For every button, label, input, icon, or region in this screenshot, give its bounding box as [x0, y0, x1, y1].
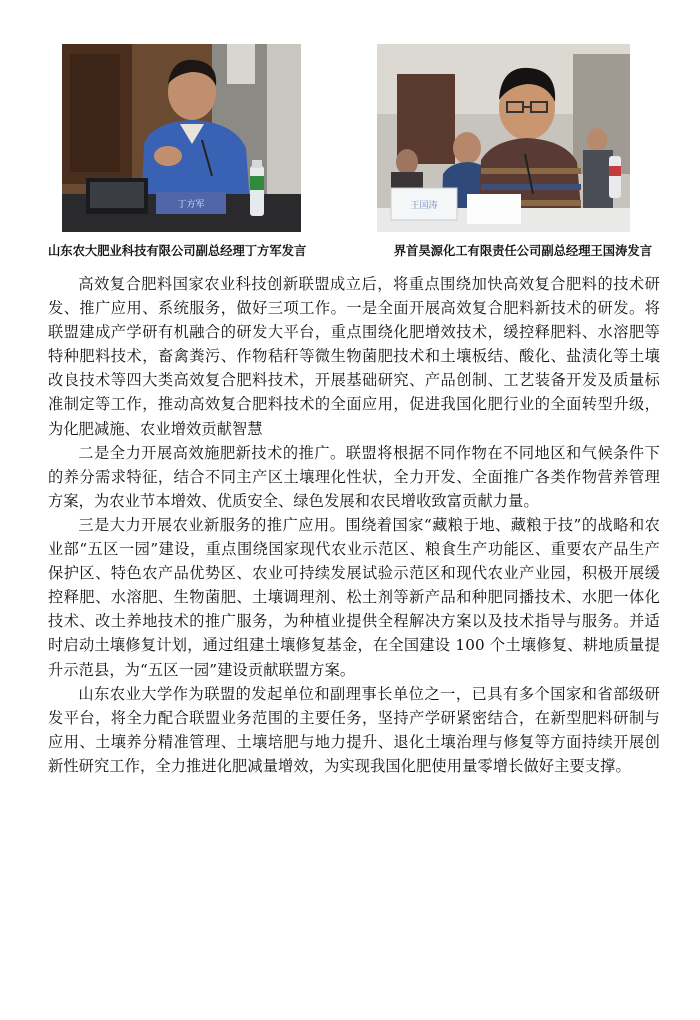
photo-speaker-right — [377, 44, 630, 232]
caption-left: 山东农大肥业科技有限公司副总经理丁方军发言 — [48, 244, 307, 258]
paragraph-2: 二是全力开展高效施肥新技术的推广。联盟将根据不同作物在不同地区和气候条件下的养分需求特征，结合不同主产区土壤理化性状，全力开发、全面推广各类作物营养管理方案，为农业节本增效、优质安全、绿色发展和农民增收致富贡献力量。 — [48, 443, 660, 510]
nameplate-left: 丁方军 — [177, 200, 205, 210]
paragraph-4: 山东农业大学作为联盟的发起单位和副理事长单位之一，已具有多个国家和省部级研发平台，将全力配合联盟业务范围的主要任务，坚持产学研紧密结合，在新型肥料研制与应用、土壤养分精准管理、土壤培肥与地力提升、退化土壤治理与修复等方面持续开展创新性研究工作，全力推进化肥减量增效，为实现我国化肥使用量零增长做好主要支撑。 — [48, 684, 660, 775]
nameplate-right: 王国涛 — [410, 201, 438, 211]
paragraph-3: 三是大力开展农业新服务的推广应用。围绕着国家“藏粮于地、藏粮于技”的战略和农业部“五区一园”建设，重点围绕国家现代农业示范区、粮食生产功能区、重要农产品生产保护区、特色农产品优势区、农业可持续发展试验示范区和现代农业产业园，积极开展缓控释肥、水溶肥、生物菌肥、土壤调理剂、松土剂等新产品和种肥同播技术、水肥一体化技术、改土养地技术的推广服务，为种植业提供全程解决方案以及技术指导与服务。并适时启动土壤修复计划，通过组建土壤修复基金，在全国建设 100 个土壤修复、耕地质量提升示范县，为“五区一园”建设贡献联盟方案。 — [48, 515, 660, 679]
photo-speaker-left — [62, 44, 301, 232]
paragraph-1: 高效复合肥料国家农业科技创新联盟成立后，将重点围绕加快高效复合肥料的技术研发、推广应用、系统服务，做好三项工作。一是全面开展高效复合肥料新技术的研发。将联盟建成产学研有机融合的研发大平台，重点围绕化肥增效技术，缓控释肥料、水溶肥等特种肥料技术，畜禽粪污、作物秸秆等微生物菌肥技术和土壤板结、酸化、盐渍化等土壤改良技术等四大类高效复合肥料技术，开展基础研究、产品创制、工艺装备开发及质量标准制定等工作，推动高效复合肥料技术的全面应用，促进我国化肥行业的全面转型升级，为化肥减施、农业增效贡献智慧 — [48, 275, 660, 438]
article-body — [48, 272, 660, 778]
photo-captions — [48, 242, 652, 260]
caption-right: 界首昊源化工有限责任公司副总经理王国涛发言 — [393, 244, 652, 258]
